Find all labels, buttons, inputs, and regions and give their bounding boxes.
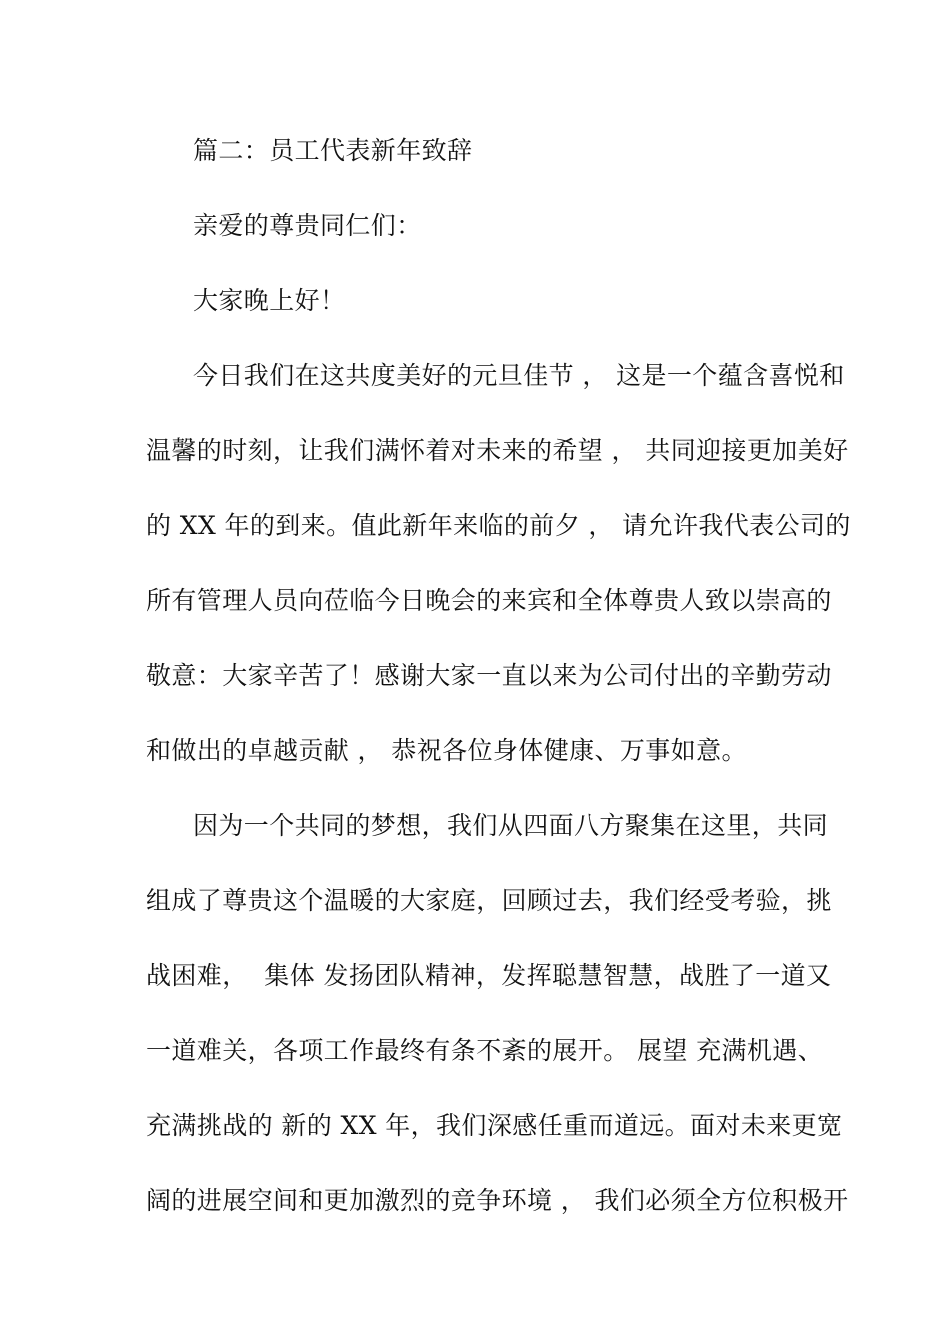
paragraph-line: 所有管理人员向莅临今日晚会的来宾和全体尊贵人致以崇高的 [146, 586, 832, 615]
paragraph-line: 阔的进展空间和更加激烈的竞争环境 ， 我们必须全方位积极开 [146, 1186, 849, 1215]
paragraph-line: 和做出的卓越贡献 ， 恭祝各位身体健康、万事如意。 [146, 736, 747, 765]
paragraph-line: 战困难， 集体 发扬团队精神，发挥聪慧智慧，战胜了一道又 [146, 961, 832, 990]
paragraph-line: 温馨的时刻，让我们满怀着对未来的希望 ， 共同迎接更加美好 [146, 436, 849, 465]
section-title: 篇二：员工代表新年致辞 [193, 136, 473, 165]
paragraph-line: 今日我们在这共度美好的元旦佳节 ， 这是一个蕴含喜悦和 [193, 361, 845, 390]
paragraph-line: 组成了尊贵这个温暖的大家庭，回顾过去，我们经受考验，挑 [146, 886, 832, 915]
paragraph-line: 因为一个共同的梦想，我们从四面八方聚集在这里，共同 [193, 811, 829, 840]
paragraph-line: 的 XX 年的到来。值此新年来临的前夕 ， 请允许我代表公司的 [146, 511, 851, 540]
salutation: 亲爱的尊贵同仁们： [193, 211, 422, 240]
paragraph-line: 充满挑战的 新的 XX 年，我们深感任重而道远。面对未来更宽 [146, 1111, 843, 1140]
paragraph-line: 一道难关，各项工作最终有条不紊的展开。 展望 充满机遇、 [146, 1036, 824, 1065]
paragraph-line: 敬意：大家辛苦了！感谢大家一直以来为公司付出的辛勤劳动 [146, 661, 832, 690]
greeting: 大家晚上好！ [193, 286, 346, 315]
